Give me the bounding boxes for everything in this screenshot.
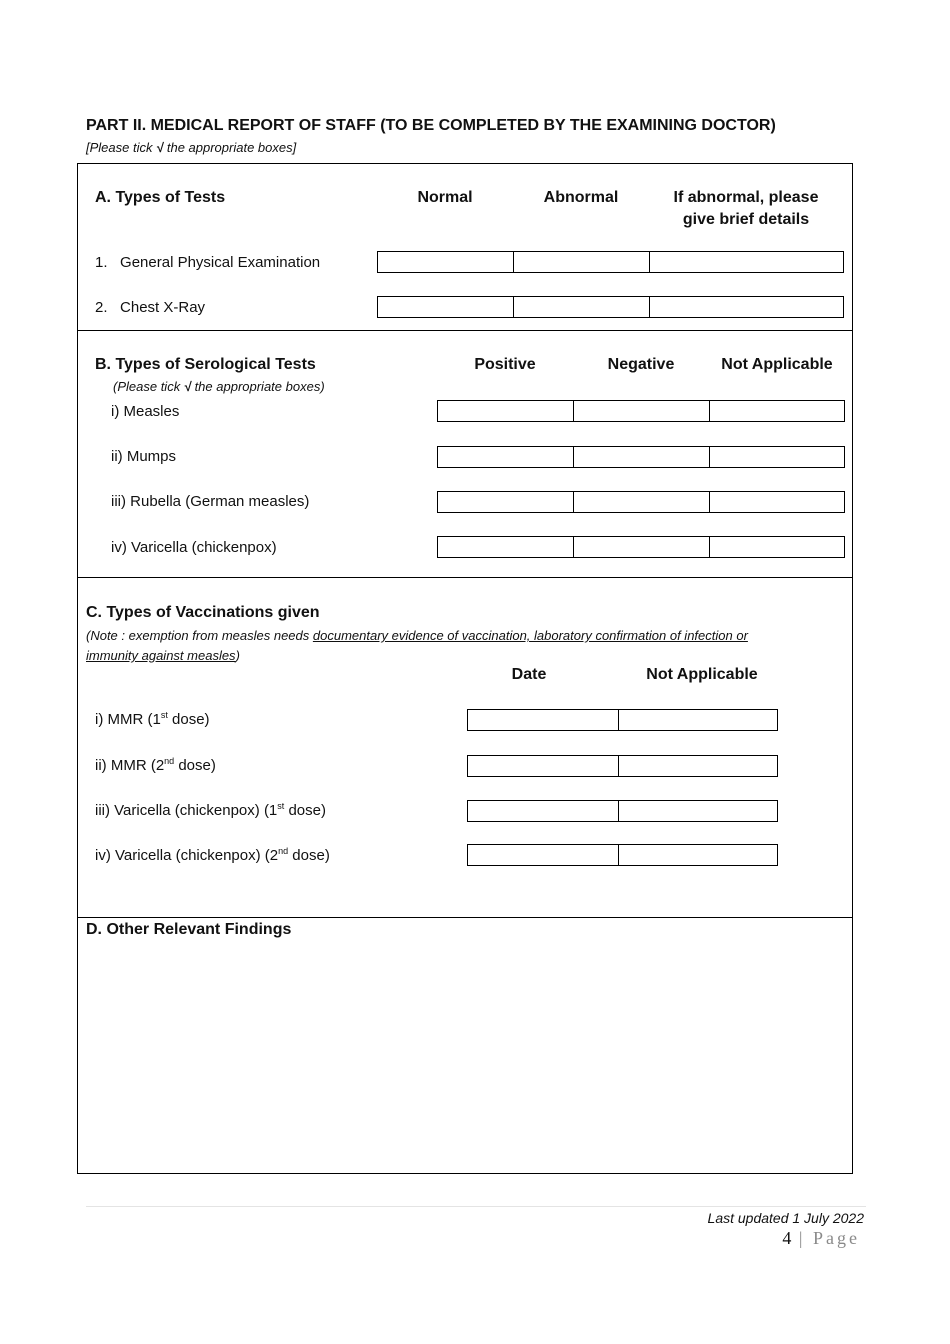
section-divider-b-c: [77, 577, 853, 578]
vaccination-row-label: [95, 802, 326, 819]
serology-row-boxes: [437, 446, 845, 468]
checkbox-positive[interactable]: [438, 492, 574, 512]
section-c-note: [86, 626, 846, 666]
tick-mark: √: [183, 379, 191, 394]
col-date-header: Date: [511, 666, 547, 683]
checkbox-normal[interactable]: [378, 297, 514, 317]
col-details-header-line2: give brief details: [682, 211, 810, 228]
col-negative-header: Negative: [607, 356, 675, 373]
checkbox-abnormal[interactable]: [514, 297, 650, 317]
label-text: iii) Varicella (chickenpox) (1: [95, 802, 278, 819]
form-instruction: [86, 140, 296, 155]
test-row-label: [95, 254, 320, 271]
col-positive-header: Positive: [474, 356, 536, 373]
col-not-applicable-header: Not Applicable: [646, 666, 758, 683]
checkbox-negative[interactable]: [574, 537, 710, 557]
checkbox-not-applicable[interactable]: [710, 537, 844, 557]
checkbox-not-applicable[interactable]: [710, 447, 844, 467]
label-text: iv) Varicella (chickenpox) (2: [95, 847, 279, 864]
section-divider-a-b: [77, 330, 853, 331]
row-text: Chest X-Ray: [120, 299, 206, 316]
checkbox-negative[interactable]: [574, 492, 710, 512]
section-d-heading: D. Other Relevant Findings: [86, 921, 292, 938]
serology-row-label: iii) Rubella (German measles): [111, 493, 310, 510]
ordinal-suffix: nd: [278, 846, 289, 856]
col-abnormal-header: Abnormal: [543, 189, 619, 206]
label-text-end: dose): [174, 757, 216, 774]
date-input[interactable]: [468, 710, 619, 730]
section-c-heading: C. Types of Vaccinations given: [86, 604, 320, 621]
checkbox-not-applicable[interactable]: [619, 845, 777, 865]
page-word: Page: [813, 1228, 860, 1248]
note-text-end: ): [235, 648, 240, 663]
serology-row-label: ii) Mumps: [111, 448, 177, 465]
last-updated: Last updated 1 July 2022: [707, 1210, 864, 1226]
note-text: (Note : exemption from measles needs: [86, 628, 313, 643]
row-number: 2.: [95, 299, 108, 316]
page-separator: |: [791, 1228, 813, 1248]
page-number-value: 4: [782, 1228, 792, 1248]
checkbox-not-applicable[interactable]: [710, 492, 844, 512]
page-number: [782, 1228, 860, 1249]
date-input[interactable]: [468, 801, 619, 821]
instruction-text: [Please tick: [86, 140, 157, 155]
col-details-header: [650, 189, 842, 229]
checkbox-not-applicable[interactable]: [619, 801, 777, 821]
form-title: PART II. MEDICAL REPORT OF STAFF (TO BE COMPLETED BY THE EXAMINING DOCTOR): [86, 117, 776, 134]
vaccination-row-label: [95, 847, 330, 864]
test-row-boxes: [377, 251, 844, 273]
section-divider-c-d: [77, 917, 853, 918]
label-text-end: dose): [167, 711, 210, 728]
section-b-note: [113, 379, 325, 394]
checkbox-abnormal[interactable]: [514, 252, 650, 272]
checkbox-positive[interactable]: [438, 401, 574, 421]
test-row-label: [95, 299, 205, 316]
checkbox-not-applicable[interactable]: [710, 401, 844, 421]
test-row-boxes: [377, 296, 844, 318]
checkbox-normal[interactable]: [378, 252, 514, 272]
vaccination-row-boxes: [467, 755, 778, 777]
details-input[interactable]: [650, 252, 843, 272]
ordinal-suffix: st: [277, 801, 285, 811]
serology-row-boxes: [437, 491, 845, 513]
serology-row-boxes: [437, 536, 845, 558]
vaccination-row-boxes: [467, 844, 778, 866]
checkbox-negative[interactable]: [574, 401, 710, 421]
note-text-end: the appropriate boxes): [190, 379, 325, 394]
serology-row-label: i) Measles: [111, 403, 180, 420]
other-findings-textarea[interactable]: [84, 946, 846, 1166]
col-not-applicable-header: Not Applicable: [721, 356, 833, 373]
label-text: ii) MMR (2: [95, 757, 165, 774]
checkbox-negative[interactable]: [574, 447, 710, 467]
tick-mark: √: [156, 140, 164, 155]
vaccination-row-boxes: [467, 800, 778, 822]
footer-divider: [86, 1206, 866, 1207]
checkbox-positive[interactable]: [438, 447, 574, 467]
serology-row-boxes: [437, 400, 845, 422]
details-input[interactable]: [650, 297, 843, 317]
row-number: 1.: [95, 254, 108, 271]
vaccination-row-label: [95, 711, 210, 728]
label-text: i) MMR (1: [95, 711, 161, 728]
serology-row-label: iv) Varicella (chickenpox): [111, 539, 277, 556]
section-a-heading: A. Types of Tests: [95, 189, 226, 206]
checkbox-not-applicable[interactable]: [619, 710, 777, 730]
ordinal-suffix: nd: [164, 756, 175, 766]
note-underlined-text-2: immunity against measles: [86, 648, 236, 663]
col-details-header-line1: If abnormal, please: [673, 189, 819, 206]
section-b-heading: B. Types of Serological Tests: [95, 356, 316, 373]
checkbox-not-applicable[interactable]: [619, 756, 777, 776]
label-text-end: dose): [288, 847, 330, 864]
vaccination-row-label: [95, 757, 216, 774]
vaccination-row-boxes: [467, 709, 778, 731]
note-text: (Please tick: [113, 379, 184, 394]
instruction-text-end: the appropriate boxes]: [163, 140, 297, 155]
checkbox-positive[interactable]: [438, 537, 574, 557]
col-normal-header: Normal: [417, 189, 473, 206]
date-input[interactable]: [468, 756, 619, 776]
label-text-end: dose): [284, 802, 326, 819]
ordinal-suffix: st: [160, 710, 168, 720]
row-text: General Physical Examination: [120, 254, 321, 271]
note-underlined-text: documentary evidence of vaccination, laboratory confirmation of infection or: [312, 628, 748, 643]
date-input[interactable]: [468, 845, 619, 865]
